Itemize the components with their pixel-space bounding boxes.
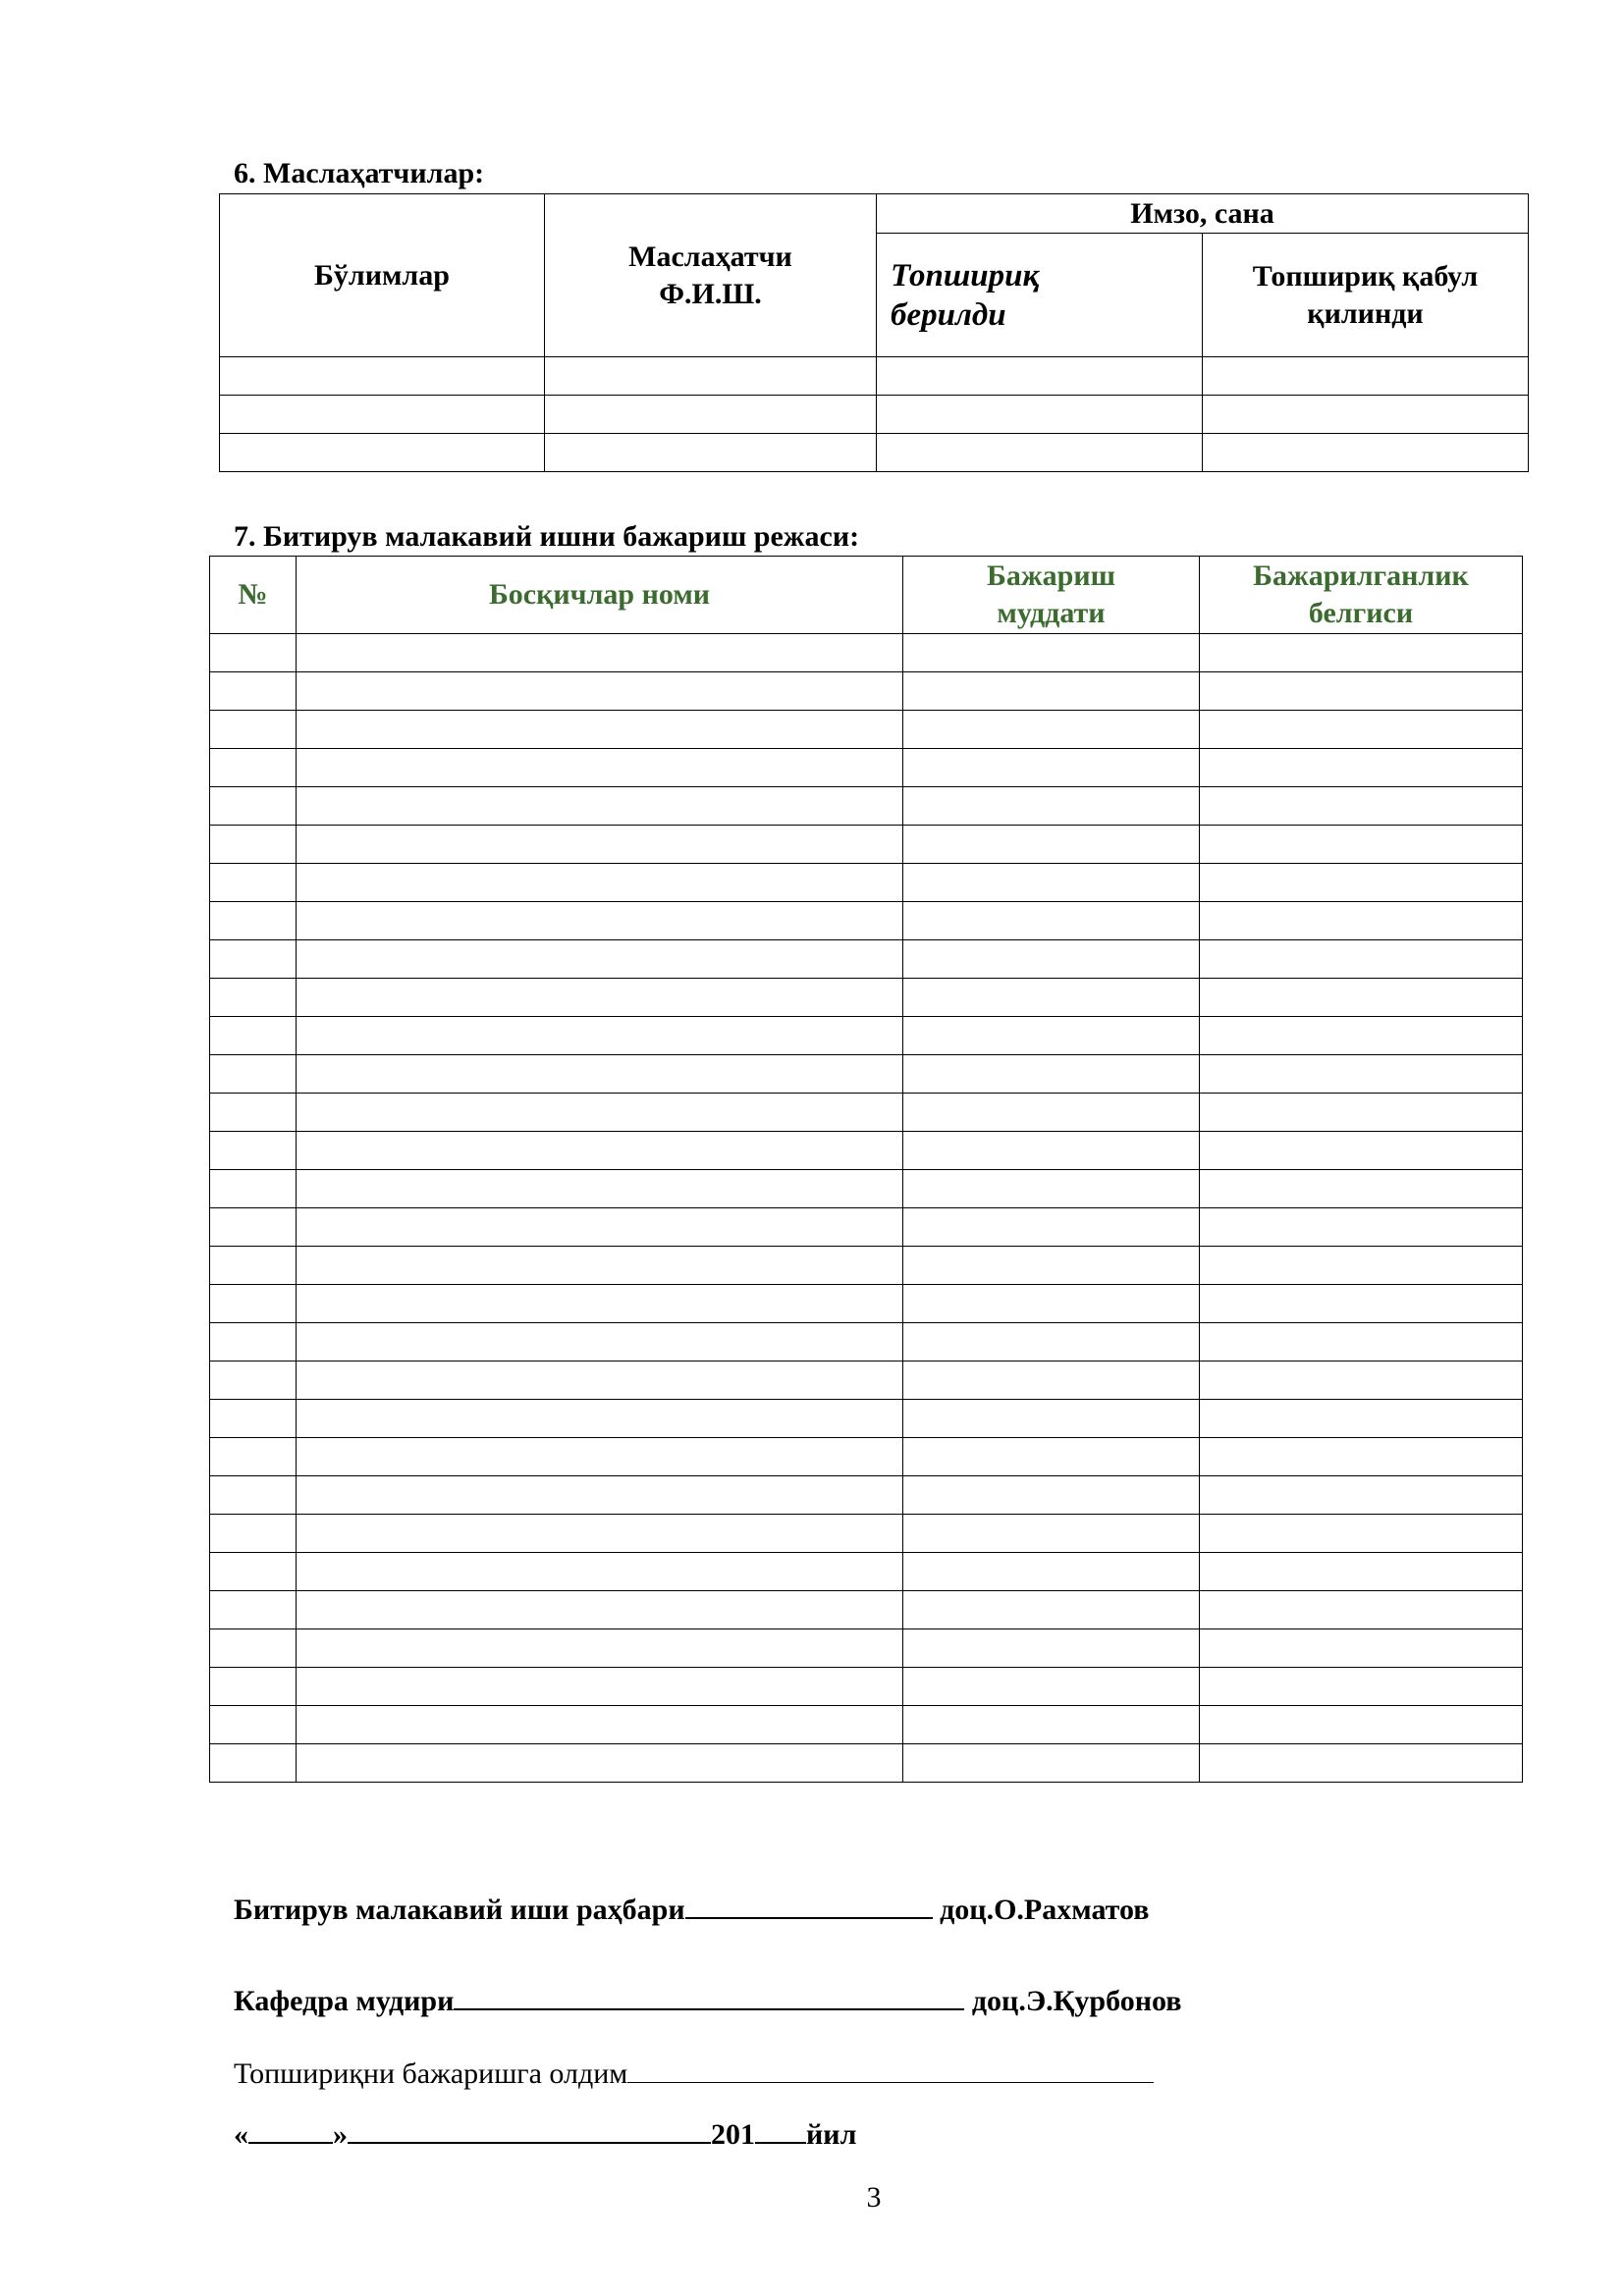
table-cell[interactable] <box>297 864 903 902</box>
table-row <box>210 711 1523 749</box>
table-cell[interactable] <box>210 1285 297 1323</box>
table-cell[interactable] <box>545 357 877 396</box>
table-cell[interactable] <box>1200 1285 1523 1323</box>
table-cell[interactable] <box>220 434 545 472</box>
table-cell[interactable] <box>210 1094 297 1132</box>
table-cell[interactable] <box>297 1247 903 1285</box>
table-cell[interactable] <box>903 634 1200 672</box>
table-cell[interactable] <box>1200 1706 1523 1744</box>
table-cell[interactable] <box>297 1017 903 1055</box>
date-close-quote: » <box>333 2118 348 2151</box>
table-row <box>210 1515 1523 1553</box>
table-cell[interactable] <box>210 672 297 711</box>
table-cell[interactable] <box>1200 1438 1523 1476</box>
table-cell[interactable] <box>903 1476 1200 1515</box>
table-cell[interactable] <box>1200 749 1523 787</box>
head-line <box>234 1985 1181 2018</box>
table-cell[interactable] <box>1200 634 1523 672</box>
table-cell[interactable] <box>1203 434 1529 472</box>
table-cell[interactable] <box>297 1362 903 1400</box>
table-cell[interactable] <box>1200 902 1523 940</box>
table-cell[interactable] <box>297 1668 903 1706</box>
table-cell[interactable] <box>1203 357 1529 396</box>
table-row <box>210 1247 1523 1285</box>
table-cell[interactable] <box>1200 1668 1523 1706</box>
table-cell[interactable] <box>210 1553 297 1591</box>
table-row <box>210 1744 1523 1783</box>
supervisor-label: Битирув малакавий иши раҳбари <box>234 1894 685 1926</box>
table-row <box>210 1706 1523 1744</box>
table-row <box>210 1017 1523 1055</box>
header-task-accepted-line2: қилинди <box>1307 296 1424 330</box>
header-completion <box>1200 557 1523 634</box>
table-cell[interactable] <box>903 1515 1200 1553</box>
table-row <box>210 826 1523 864</box>
table-row <box>210 979 1523 1017</box>
table-cell[interactable] <box>877 357 1203 396</box>
header-sections: Бўлимлар <box>220 194 545 357</box>
table-cell[interactable] <box>903 1591 1200 1629</box>
head-name: доц.Э.Қурбонов <box>971 1985 1182 2017</box>
table-cell[interactable] <box>1203 396 1529 434</box>
header-stage-name: Босқичлар номи <box>297 557 903 634</box>
table-row <box>210 1094 1523 1132</box>
header-number: № <box>210 557 297 634</box>
table-cell[interactable] <box>297 1132 903 1170</box>
table-cell[interactable] <box>220 357 545 396</box>
table-cell[interactable] <box>903 1400 1200 1438</box>
header-signature-date: Имзо, сана <box>877 194 1529 234</box>
table-cell[interactable] <box>1200 672 1523 711</box>
table-cell[interactable] <box>1200 1744 1523 1783</box>
table-cell[interactable] <box>1200 1208 1523 1247</box>
table-cell[interactable] <box>1200 826 1523 864</box>
header-deadline-line2: муддати <box>997 597 1106 629</box>
table-cell[interactable] <box>1200 1362 1523 1400</box>
table-cell[interactable] <box>903 1438 1200 1476</box>
table-cell[interactable] <box>297 1515 903 1553</box>
table-cell[interactable] <box>1200 1170 1523 1208</box>
table-cell[interactable] <box>210 1132 297 1170</box>
section6-title: 6. Маслаҳатчилар: <box>234 157 485 189</box>
date-line <box>234 2118 856 2152</box>
table-cell[interactable] <box>903 1132 1200 1170</box>
table-cell[interactable] <box>1200 1400 1523 1438</box>
header-consultant-line1: Маслаҳатчи <box>628 240 792 273</box>
table-row <box>210 1629 1523 1668</box>
table-cell[interactable] <box>210 1668 297 1706</box>
page-number: 3 <box>866 2181 882 2214</box>
date-month-field[interactable] <box>348 2118 516 2144</box>
table-cell[interactable] <box>297 1208 903 1247</box>
table-cell[interactable] <box>903 826 1200 864</box>
table-cell[interactable] <box>1200 1553 1523 1591</box>
table-cell[interactable] <box>210 1170 297 1208</box>
received-signature-field[interactable] <box>627 2058 1154 2083</box>
table-cell[interactable] <box>210 864 297 902</box>
date-year-prefix: 201 <box>711 2118 755 2151</box>
date-day-field[interactable] <box>248 2118 333 2144</box>
table-cell[interactable] <box>1200 1055 1523 1094</box>
table-cell[interactable] <box>297 826 903 864</box>
header-consultant-line2: Ф.И.Ш. <box>659 277 762 310</box>
table-row <box>210 940 1523 979</box>
table-row <box>210 1668 1523 1706</box>
section7-title: 7. Битирув малакавий ишни бажариш режаси: <box>234 520 860 553</box>
consultants-table <box>219 193 1529 472</box>
table-row <box>210 1476 1523 1515</box>
table-cell[interactable] <box>210 902 297 940</box>
table-row <box>210 1170 1523 1208</box>
supervisor-name: доц.О.Рахматов <box>940 1894 1150 1926</box>
table-cell[interactable] <box>903 1744 1200 1783</box>
table-cell[interactable] <box>210 1438 297 1476</box>
table-cell[interactable] <box>903 1629 1200 1668</box>
table-cell[interactable] <box>297 1094 903 1132</box>
table-cell[interactable] <box>903 1553 1200 1591</box>
received-label: Топшириқни бажаришга олдим <box>234 2057 628 2090</box>
table-cell[interactable] <box>210 1055 297 1094</box>
date-year-field[interactable] <box>755 2118 806 2144</box>
table-cell[interactable] <box>903 1285 1200 1323</box>
table-cell[interactable] <box>297 1055 903 1094</box>
table-row <box>210 1323 1523 1362</box>
table-cell[interactable] <box>903 940 1200 979</box>
table-row <box>210 1553 1523 1591</box>
table-row <box>210 1285 1523 1323</box>
table-cell[interactable] <box>1200 940 1523 979</box>
table-cell[interactable] <box>210 1247 297 1285</box>
table-cell[interactable] <box>903 1362 1200 1400</box>
table-cell[interactable] <box>297 902 903 940</box>
table-cell[interactable] <box>210 1400 297 1438</box>
table-row <box>210 902 1523 940</box>
table-cell[interactable] <box>297 1323 903 1362</box>
table-cell[interactable] <box>210 711 297 749</box>
table-row <box>220 434 1529 472</box>
table-cell[interactable] <box>210 634 297 672</box>
header-task-accepted <box>1203 234 1529 357</box>
table-cell[interactable] <box>210 1208 297 1247</box>
table-cell[interactable] <box>210 1476 297 1515</box>
date-year-suffix: йил <box>806 2118 857 2151</box>
table-cell[interactable] <box>210 826 297 864</box>
table-row <box>210 1362 1523 1400</box>
table-cell[interactable] <box>903 1323 1200 1362</box>
table-cell[interactable] <box>297 1706 903 1744</box>
header-task-given-line2: берилди <box>891 296 1006 333</box>
table-row <box>210 1132 1523 1170</box>
table-cell[interactable] <box>903 1706 1200 1744</box>
table-cell[interactable] <box>903 864 1200 902</box>
table-row <box>220 357 1529 396</box>
head-label: Кафедра мудири <box>234 1985 455 2017</box>
table-cell[interactable] <box>1200 1629 1523 1668</box>
table-row <box>210 864 1523 902</box>
header-completion-line1: Бажарилганлик <box>1253 560 1469 592</box>
table-cell[interactable] <box>903 787 1200 826</box>
table-cell[interactable] <box>877 434 1203 472</box>
table-cell[interactable] <box>903 1668 1200 1706</box>
table-cell[interactable] <box>545 434 877 472</box>
header-deadline-line1: Бажариш <box>987 560 1115 592</box>
table-cell[interactable] <box>297 787 903 826</box>
header-task-accepted-line1: Топшириқ қабул <box>1252 259 1479 293</box>
table-row <box>210 634 1523 672</box>
table-cell[interactable] <box>210 787 297 826</box>
date-open-quote: « <box>234 2118 248 2151</box>
table-row <box>210 1591 1523 1629</box>
table-cell[interactable] <box>210 749 297 787</box>
table-cell[interactable] <box>903 1170 1200 1208</box>
date-month-field-2[interactable] <box>516 2118 711 2144</box>
table-cell[interactable] <box>903 902 1200 940</box>
table-row <box>220 396 1529 434</box>
table-cell[interactable] <box>903 1247 1200 1285</box>
table-cell[interactable] <box>210 1515 297 1553</box>
plan-table <box>209 556 1523 1783</box>
table-cell[interactable] <box>210 1591 297 1629</box>
table-cell[interactable] <box>297 1170 903 1208</box>
table-cell[interactable] <box>297 1438 903 1476</box>
table-cell[interactable] <box>1200 1017 1523 1055</box>
table-cell[interactable] <box>545 396 877 434</box>
table-cell[interactable] <box>1200 1515 1523 1553</box>
head-signature-field[interactable] <box>454 1985 964 2010</box>
header-deadline <box>903 557 1200 634</box>
table-cell[interactable] <box>210 1362 297 1400</box>
table-cell[interactable] <box>1200 1476 1523 1515</box>
table-cell[interactable] <box>1200 711 1523 749</box>
table-cell[interactable] <box>903 1208 1200 1247</box>
table-cell[interactable] <box>1200 864 1523 902</box>
table-cell[interactable] <box>1200 1094 1523 1132</box>
table-cell[interactable] <box>297 940 903 979</box>
table-cell[interactable] <box>297 1285 903 1323</box>
table-cell[interactable] <box>297 1591 903 1629</box>
header-consultant <box>545 194 877 357</box>
table-row <box>210 1438 1523 1476</box>
supervisor-signature-field[interactable] <box>685 1894 933 1919</box>
table-cell[interactable] <box>903 711 1200 749</box>
table-cell[interactable] <box>297 1629 903 1668</box>
header-task-given-line1: Топшириқ <box>891 257 1040 294</box>
table-cell[interactable] <box>297 634 903 672</box>
table-cell[interactable] <box>297 749 903 787</box>
table-cell[interactable] <box>903 749 1200 787</box>
table-cell[interactable] <box>903 979 1200 1017</box>
table-cell[interactable] <box>297 672 903 711</box>
table-row <box>210 1208 1523 1247</box>
table-cell[interactable] <box>220 396 545 434</box>
table-cell[interactable] <box>297 711 903 749</box>
table-cell[interactable] <box>903 1094 1200 1132</box>
table-cell[interactable] <box>1200 787 1523 826</box>
table-cell[interactable] <box>903 672 1200 711</box>
table-cell[interactable] <box>297 1400 903 1438</box>
table-cell[interactable] <box>210 979 297 1017</box>
header-task-given <box>877 234 1203 357</box>
table-cell[interactable] <box>297 1744 903 1783</box>
table-cell[interactable] <box>210 1744 297 1783</box>
table-cell[interactable] <box>1200 1323 1523 1362</box>
table-row <box>210 787 1523 826</box>
table-cell[interactable] <box>297 1553 903 1591</box>
table-cell[interactable] <box>297 979 903 1017</box>
table-cell[interactable] <box>1200 1591 1523 1629</box>
table-cell[interactable] <box>210 1629 297 1668</box>
table-cell[interactable] <box>210 1706 297 1744</box>
table-cell[interactable] <box>903 1017 1200 1055</box>
table-cell[interactable] <box>210 1017 297 1055</box>
received-line <box>234 2057 1154 2091</box>
table-row <box>210 1055 1523 1094</box>
table-cell[interactable] <box>210 1323 297 1362</box>
table-row <box>210 1400 1523 1438</box>
supervisor-line <box>234 1894 1149 1927</box>
table-cell[interactable] <box>1200 1247 1523 1285</box>
table-row <box>210 672 1523 711</box>
table-cell[interactable] <box>1200 1132 1523 1170</box>
table-row <box>210 749 1523 787</box>
table-cell[interactable] <box>903 1055 1200 1094</box>
table-cell[interactable] <box>877 396 1203 434</box>
table-cell[interactable] <box>297 1476 903 1515</box>
table-cell[interactable] <box>1200 979 1523 1017</box>
header-completion-line2: белгиси <box>1308 597 1414 629</box>
table-cell[interactable] <box>210 940 297 979</box>
